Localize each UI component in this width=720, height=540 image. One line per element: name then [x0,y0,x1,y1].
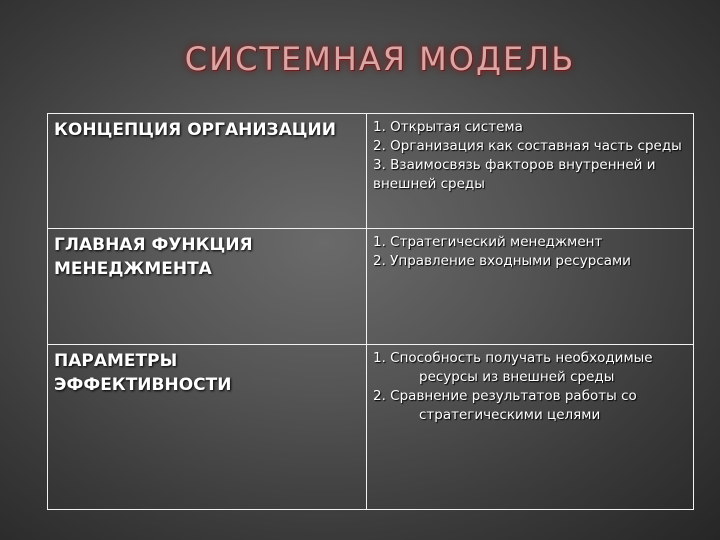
list-item: 1. Стратегический менеджмент [373,234,603,250]
list-item: 2. Организация как составная часть среды [373,138,682,154]
row-content-efficiency-parameters [367,345,694,510]
list-item: 3. Взаимосвязь факторов внутренней и внешней среды [373,157,656,192]
system-model-table [47,113,694,510]
slide-title: СИСТЕМНАЯ МОДЕЛЬ [184,40,576,78]
row-label-efficiency-parameters: ПАРАМЕТРЫ ЭФФЕКТИВНОСТИ [48,345,367,510]
row-content-main-function [367,229,694,345]
table-row [48,345,694,510]
list-item: 2. Сравнение результатов работы со стратегическими целями [373,388,637,423]
row-label-organization-concept: КОНЦЕПЦИЯ ОРГАНИЗАЦИИ [48,114,367,229]
list-item: 1. Открытая система [373,119,523,135]
table-row [48,229,694,345]
list-item: 2. Управление входными ресурсами [373,253,631,269]
list-item: 1. Способность получать необходимые ресурсы из внешней среды [373,350,653,385]
row-label-main-function: ГЛАВНАЯ ФУНКЦИЯ МЕНЕДЖМЕНТА [48,229,367,345]
table-row [48,114,694,229]
row-content-organization-concept [367,114,694,229]
